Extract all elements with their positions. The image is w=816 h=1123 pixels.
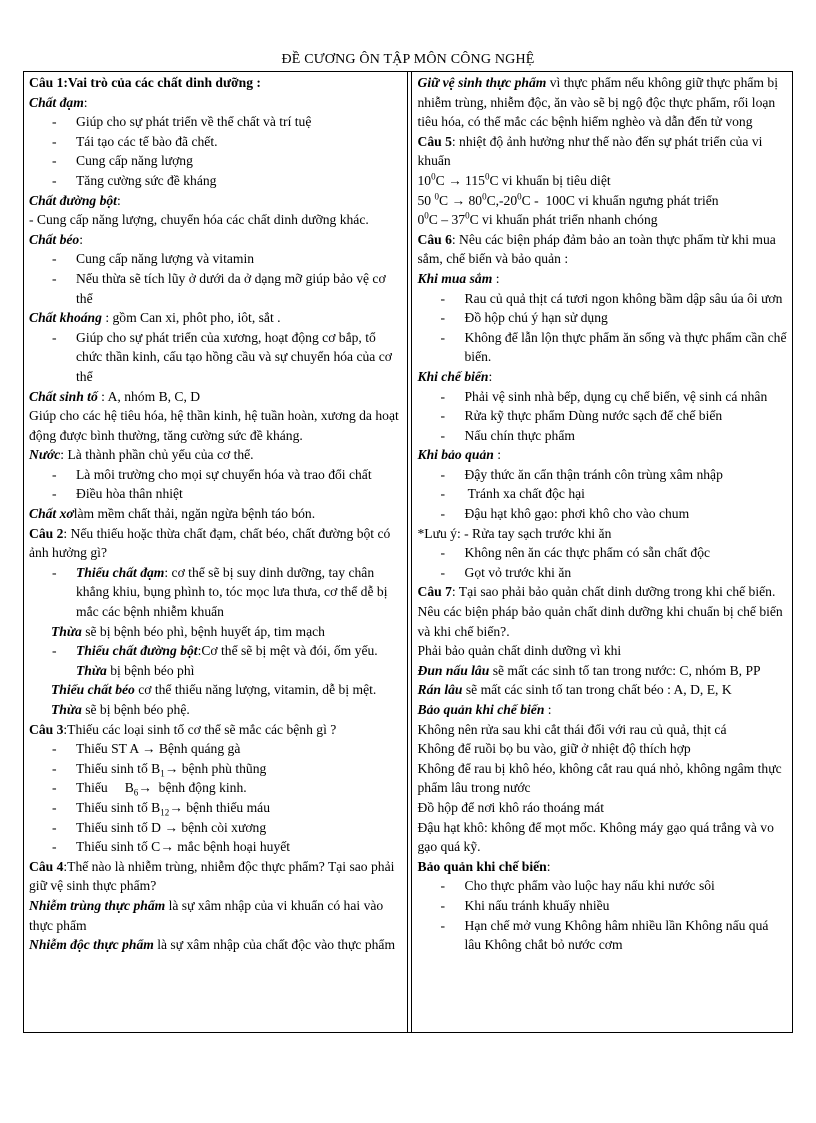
fat-list [29,249,403,308]
storage-line: Đậu hạt khô: không để mọt mốc. Không máy gạo quá trắng và vo gạo quá kỹ. [417,819,774,855]
question-7: Câu 7: Tại sao phải bảo quản chất dinh dưỡng trong khi chế biến. Nêu các biện pháp bảo quản chất dinh dưỡng khi chuẩn bị chế biến và khi chế biến?. [417,584,783,639]
right-column [411,72,793,1032]
outline-table [23,71,793,1033]
storage-line: Đồ hộp để nơi khô ráo thoáng mát [417,799,605,815]
list-item: - Rau củ quả thịt cá tươi ngon không bầm dập sâu úa ôi ươn [418,289,789,309]
list-item: - Giúp cho sự phát triển về thể chất và trí tuệ [29,112,403,132]
excess-protein-line: Thừa sẽ bị bệnh béo phì, bệnh huyết áp, tim mạch [51,623,325,639]
list-item: - Điều hòa thân nhiệt [29,484,403,504]
fat-deficit-line: Thiếu chất béo cơ thể thiếu năng lượng, vitamin, dễ bị mệt. Thừa sẽ bị bệnh béo phệ. [51,682,377,717]
list-item: - Là môi trường cho mọi sự chuyển hóa và trao đổi chất [29,465,403,485]
carb-heading: Chất đường bột: [29,192,121,208]
question-2: Câu 2: Nếu thiếu hoặc thừa chất đạm, chất béo, chất đường bột có ảnh hưởng gì? [29,525,391,561]
mineral-heading: Chất khoáng : gồm Can xi, phôt pho, iôt, sắt . [29,310,281,326]
arrow-icon: → [448,172,462,188]
list-item: - Hạn chế mở vung Không hâm nhiều lần Không nấu quá lâu Không chắt bỏ nước cơm [418,916,789,955]
prep-storage-heading: Bảo quản khi chế biến : [417,702,552,717]
arrow-icon: → [138,780,152,796]
question-3: Câu 3:Thiếu các loại sinh tố cơ thể sẽ mắc các bệnh gì ? [29,721,337,737]
list-item: - Phải vệ sinh nhà bếp, dụng cụ chế biến, vệ sinh cá nhân [418,387,789,407]
list-item: - Thiếu chất đạm: cơ thể sẽ bị suy dinh dưỡng, tay chân khẳng khiu, bụng phình to, tóc mọc lưa thưa, cơ thể dễ bị mắc các bệnh nhiễm khuẩn [29,563,403,622]
cooking-heading: Khi chế biến: [417,368,493,384]
list-item: - Khi nấu tránh khuấy nhiều [418,896,789,916]
list-item: - Rửa kỹ thực phẩm Dùng nước sạch để chế biến [418,406,789,426]
storage-line: Không nên rửa sau khi cắt thái đối với rau củ quả, thịt cá [417,721,727,737]
frying-line: Rán lâu sẽ mất các sinh tố tan trong chất béo : A, D, E, K [417,682,732,698]
list-item: - Đậu hạt khô gạo: phơi khô cho vào chum [418,504,789,524]
list-item: - Đồ hộp chú ý hạn sử dụng [418,308,789,328]
storage-heading: Khi bảo quản : [417,447,501,463]
list-item: - Thiếu $B_6\to$ bệnh động kinh. [29,778,403,798]
boiling-line: Đun nấu lâu sẽ mất các sinh tố tan trong nước: C, nhóm B, PP [417,662,761,678]
q3-list [29,739,403,857]
left-column [24,72,408,1032]
list-item: - Đậy thức ăn cẩn thận tránh côn trùng xâm nhập [418,465,789,485]
page-title: ĐỀ CƯƠNG ÔN TẬP MÔN CÔNG NGHỆ [281,52,535,67]
storage-line: Không để ruồi bọ bu vào, giữ ở nhiệt độ thích hợp [417,741,691,757]
list-item: - Thiếu sinh tố C→ mắc bệnh hoại huyết [29,837,403,857]
poisoning-def: Nhiễm độc thực phẩm là sự xâm nhập của chất độc vào thực phẩm [29,937,396,953]
storage-list [418,465,789,524]
vitamin-text: Giúp cho các hệ tiêu hóa, hệ thần kinh, hệ tuần hoàn, xương da hoạt động được bình thường, tăng cường sức đề kháng. [29,408,399,443]
storage-line: Không để rau bị khô héo, không cắt rau quá nhỏ, không ngâm thực phẩm lâu trong nước [417,760,782,796]
cooking-storage-heading: Bảo quản khi chế biến: [417,858,551,874]
infection-def: Nhiễm trùng thực phẩm là sự xâm nhập của vi khuẩn có hai vào thực phẩm [29,897,384,933]
shopping-heading: Khi mua sắm : [417,270,500,286]
list-item: - Không để lẫn lộn thực phẩm ăn sống và thực phẩm cần chế biến. [418,328,789,367]
arrow-icon: → [164,760,179,776]
list-item: - Tái tạo các tế bào đã chết. [29,132,403,152]
shopping-list [418,289,789,367]
list-item: - Cung cấp năng lượng [29,151,403,171]
list-item: - Nếu thừa sẽ tích lũy ở dưới da ở dạng mỡ giúp bảo vệ cơ thể [29,269,403,308]
temperature-line-3: $0^0C - 37^0C$ vi khuẩn phát triển nhanh chóng [417,210,658,228]
list-item: - Thiếu sinh tố $B_{12}\to$ bệnh thiếu máu [29,798,403,818]
list-item: - Giúp cho sự phát triển của xương, hoạt động cơ bắp, tổ chức thần kinh, cấu tạo hồng cầu và sự chuyển hóa của cơ thể [29,328,403,387]
question-1-heading: Câu 1:Vai trò của các chất dinh dưỡng : [29,75,261,90]
final-list [418,876,789,954]
water-list [29,465,403,504]
arrow-icon: → [164,819,178,835]
list-item: - Thiếu sinh tố D → bệnh còi xương [29,818,403,838]
list-item: - Thiếu ST A → Bệnh quáng gà [29,739,403,759]
arrow-icon: → [169,799,183,815]
arrow-icon: → [160,839,174,855]
arrow-icon: → [141,741,156,757]
list-item: - Nấu chín thực phẩm [418,426,789,446]
temperature-line-1: $10^0C \to 115^0C$ vi khuẩn bị tiêu diệt [417,171,611,188]
q2-list-2 [29,641,403,680]
note-line: *Lưu ý: - Rửa tay sạch trước khi ăn [417,525,612,541]
fiber-line: Chất xơlàm mềm chất thải, ngăn ngừa bệnh táo bón. [29,506,316,522]
list-item: - Tránh xa chất độc hại [418,484,789,504]
q7-answer: Phải bảo quản chất dinh dưỡng vì khi [417,643,622,659]
list-item: - Thiếu sinh tố $B_1\to$ bệnh phù thũng [29,759,403,779]
mineral-list [29,328,403,387]
fat-heading: Chất béo: [29,231,84,247]
question-6: Câu 6: Nêu các biện pháp đảm bảo an toàn thực phẩm từ khi mua sắm, chế biến và bảo quản : [417,231,776,267]
hygiene-text: Giữ vệ sinh thực phẩm vì thực phẩm nếu không giữ thực phẩm bị nhiễm trùng, nhiễm độc, ăn vào sẽ bị ngộ độc thực phẩm, rối loạn tiêu hóa, có thể mắc các bệnh hiểm nghèo và dẫn đến tử vong [417,75,778,130]
note-list [418,543,789,582]
list-item: - Cho thực phẩm vào luộc hay nấu khi nước sôi [418,876,789,896]
list-item: - Tăng cường sức đề kháng [29,171,403,191]
water-heading: Nước: Là thành phần chủ yếu của cơ thể. [29,447,254,463]
q2-list-1 [29,563,403,622]
protein-heading: Chất đạm: [29,94,88,110]
question-5: Câu 5: nhiệt độ ảnh hưởng như thế nào đến sự phát triển của vi khuẩn [417,133,763,169]
list-item: - Gọt vỏ trước khi ăn [418,563,789,583]
cooking-list [418,387,789,446]
protein-list [29,112,403,190]
list-item: - Cung cấp năng lượng và vitamin [29,249,403,269]
list-item: - Không nên ăn các thực phẩm có sẵn chất độc [418,543,789,563]
temperature-line-2: 50 $^0C \to 80^0C,-20^0C - 100C$ vi khuẩn ngưng phát triển [417,191,719,208]
vitamin-heading: Chất sinh tố : A, nhóm B, C, D [29,388,201,404]
question-4: Câu 4:Thế nào là nhiễm trùng, nhiễm độc thực phẩm? Tại sao phải giữ vệ sinh thực phẩm? [29,858,395,894]
list-item: - Thiếu chất đường bột:Cơ thể sẽ bị mệt và đói, ốm yếu. Thừa bị bệnh béo phì [29,641,403,680]
carb-text: - Cung cấp năng lượng, chuyển hóa các chất dinh dưỡng khác. [29,212,369,228]
arrow-icon: → [451,192,466,208]
